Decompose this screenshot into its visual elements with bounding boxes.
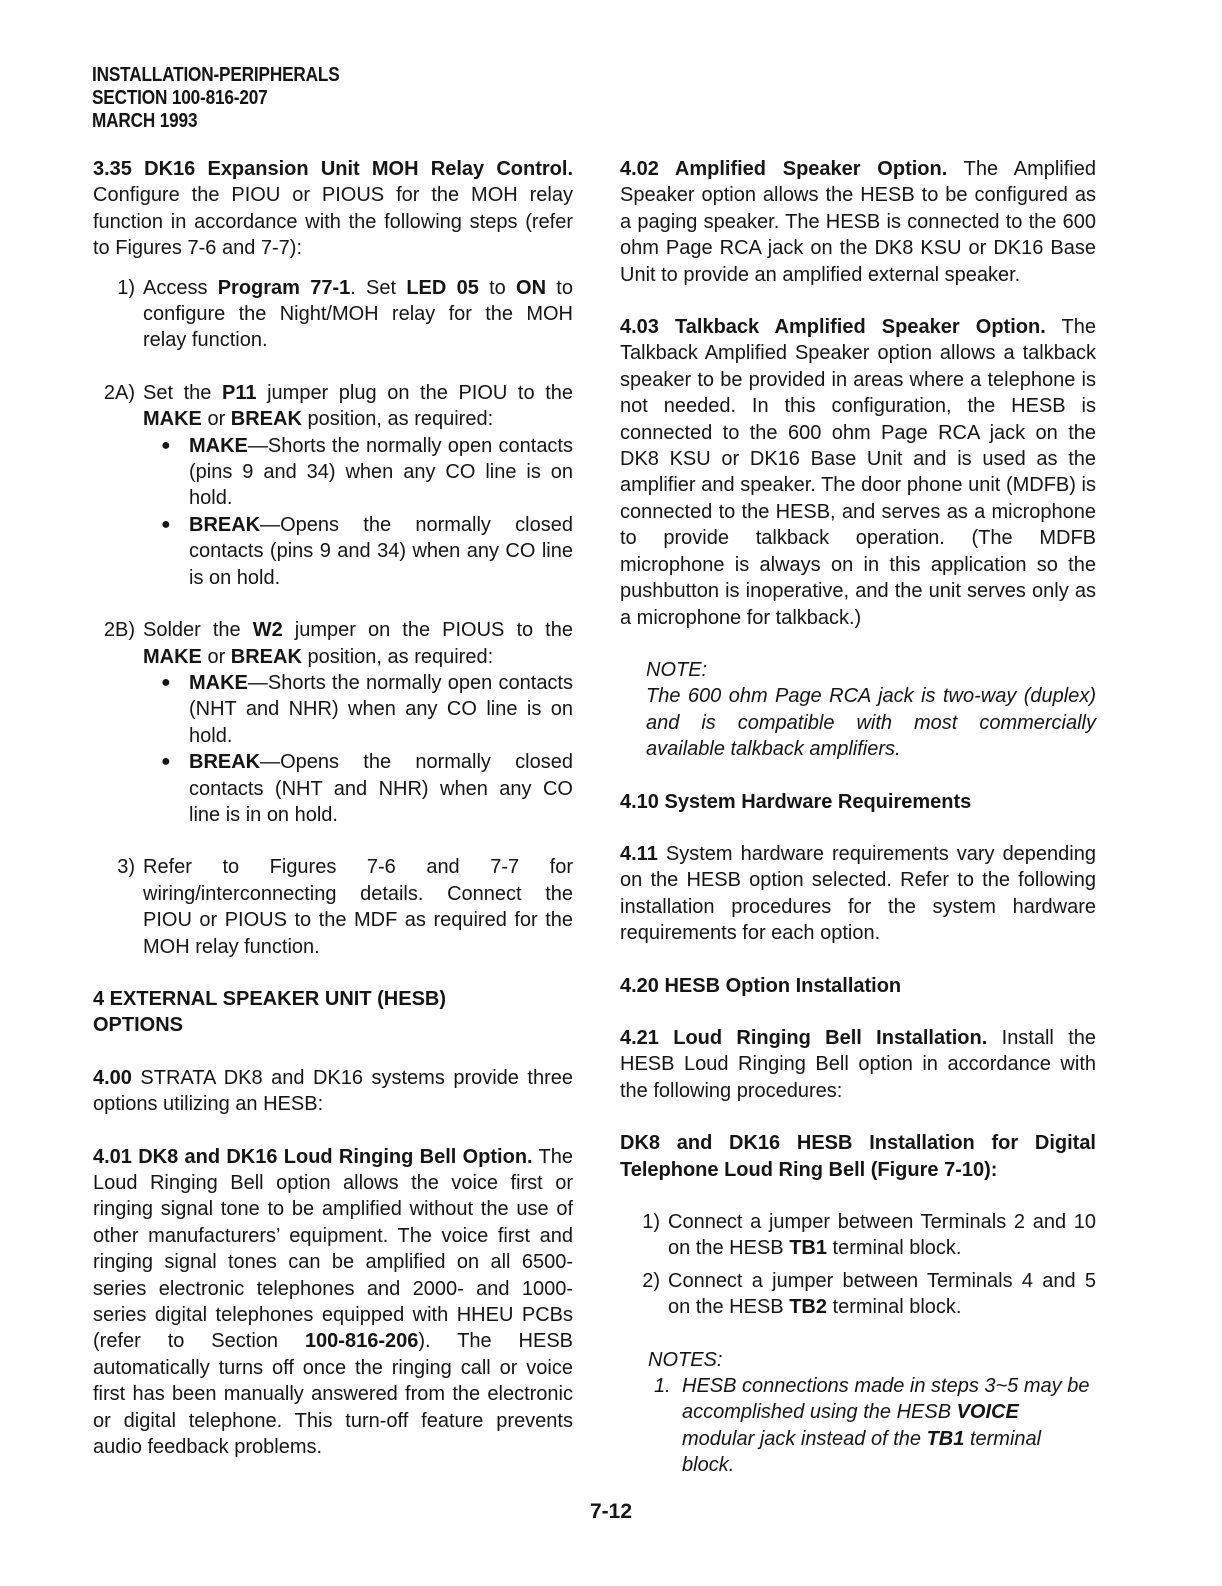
step-text: Refer to Figures 7-6 and 7-7 for wiring/interconnecting details. Connect the PIOU or PIOUS to the MDF as required for the MOH relay function.: [143, 856, 573, 958]
header-section: SECTION 100-816-207: [92, 87, 268, 109]
header-title: INSTALLATION-PERIPHERALS: [92, 64, 340, 86]
note-item: 1. HESB connections made in steps 3~5 may be accomplished using the HESB VOICE modular jack instead of the TB1 terminal block.: [654, 1375, 1090, 1477]
step-number: 1): [117, 276, 135, 299]
section-4-01-title: 4.01 DK8 and DK16 Loud Ringing Bell Option.: [93, 1145, 533, 1168]
note-label: NOTE:: [646, 658, 708, 681]
step-text: Connect a jumper between Terminals 4 and 5 on the HESB TB2 terminal block.: [668, 1269, 1096, 1319]
section-4-10-heading: 4.10 System Hardware Requirements: [620, 790, 972, 813]
install-subheading: DK8 and DK16 HESB Installation for Digital Telephone Loud Ring Bell (Figure 7-10):: [620, 1132, 1096, 1181]
section-4-heading: 4 EXTERNAL SPEAKER UNIT (HESB) OPTIONS: [93, 987, 447, 1037]
install-step-1: [620, 1209, 1096, 1262]
list-item: ● BREAK—Opens the normally closed contacts (NHT and NHR) when any CO line is in on hold.: [161, 751, 573, 826]
section-4-00: 4.00 STRATA DK8 and DK16 systems provide three options utilizing an HESB:: [93, 1066, 573, 1116]
bullet-list: [143, 670, 573, 828]
step-text: Connect a jumper between Terminals 2 and 10 on the HESB TB1 terminal block.: [668, 1211, 1096, 1260]
step-text: Access Program 77-1. Set LED 05 to ON to configure the Night/MOH relay for the MOH relay function.: [143, 276, 573, 352]
right-column: [620, 156, 1096, 1479]
section-4-03: 4.03 Talkback Amplified Speaker Option. The Talkback Amplified Speaker option allows a talkback speaker to be provided in areas where a telephone is not needed. In this configuration, the HESB is connected to the 600 ohm Page RCA jack on the DK8 KSU or DK16 Base Unit and is used as the amplifier and speaker. The door phone unit (MDFB) is connected to the HESB, and serves as a microphone to provide talkback operation. (The MDFB microphone is always on in this application so the pushbutton is inoperative, and the unit serves only as a microphone for talkback.): [620, 316, 1096, 629]
running-header: [92, 64, 340, 133]
section-4-01: 4.01 DK8 and DK16 Loud Ringing Bell Option. The Loud Ringing Bell option allows the voice first or ringing signal tone to be amplified without the use of other manufacturers’ equipment. The voice first and ringing signal tones can be amplified on all 6500-series electronic telephones and 2000- and 1000-series digital telephones equipped with HHEU PCBs (refer to Section 100-816-206). The HESB automatically turns off once the ringing call or voice first has been manually answered from the electronic or digital telephone. This turn-off feature prevents audio feedback problems.: [93, 1145, 573, 1459]
step-number: 1): [642, 1211, 660, 1233]
note-text: The 600 ohm Page RCA jack is two-way (duplex) and is compatible with most commercially available talkback amplifiers.: [646, 685, 1096, 761]
step-number: 2B): [103, 619, 135, 642]
step-2b: [93, 617, 573, 828]
section-3-35: [93, 156, 573, 262]
step-number: 3): [117, 856, 135, 879]
section-4-11: 4.11 System hardware requirements vary depending on the HESB option selected. Refer to the following installation procedures for the system hardware requirements for each option.: [620, 842, 1096, 945]
section-3-35-title: 3.35 DK16 Expansion Unit MOH Relay Control.: [93, 158, 573, 180]
step-number: 2A): [103, 381, 135, 404]
list-item: ● MAKE—Shorts the normally open contacts (pins 9 and 34) when any CO line is on hold.: [161, 434, 573, 510]
step-2a: [93, 380, 573, 591]
left-column: [93, 156, 573, 1460]
step-1: [93, 275, 573, 354]
notes-label: NOTES:: [648, 1348, 723, 1371]
note-block: [620, 657, 1096, 763]
step-number: 2): [642, 1269, 660, 1292]
section-4-20-heading: 4.20 HESB Option Installation: [620, 974, 902, 997]
section-4-02: 4.02 Amplified Speaker Option. The Amplified Speaker option allows the HESB to be configured as a paging speaker. The HESB is connected to the 600 ohm Page RCA jack on the DK8 KSU or DK16 Base Unit to provide an amplified external speaker.: [620, 158, 1097, 286]
page-number: 7-12: [589, 1500, 633, 1523]
notes-block: [620, 1347, 1096, 1479]
step-3: [93, 854, 573, 960]
list-item: ● MAKE—Shorts the normally open contacts (NHT and NHR) when any CO line is on hold.: [161, 671, 573, 747]
section-3-35-body: Configure the PIOU or PIOUS for the MOH relay function in accordance with the following steps (refer to Figures 7-6 and 7-7):: [93, 184, 573, 260]
step-text: Set the P11 jumper plug on the PIOU to the MAKE or BREAK position, as required: ● MAKE—Shorts the normally open contacts (pins 9 and 34) when any CO line is on hold. ● BREAK—Opens the normally closed contacts (pins 9 and 34) when any CO line is on hold.: [143, 380, 573, 591]
section-4-21: 4.21 Loud Ringing Bell Installation. Install the HESB Loud Ringing Bell option in accordance with the following procedures:: [620, 1026, 1097, 1102]
header-date: MARCH 1993: [92, 110, 198, 132]
step-text: Solder the W2 jumper on the PIOUS to the MAKE or BREAK position, as required: ● MAKE—Shorts the normally open contacts (NHT and NHR) when any CO line is on hold. ● BREAK—Opens the normally closed contacts (NHT and NHR) when any CO line is in on hold.: [143, 617, 573, 828]
install-step-2: [620, 1268, 1096, 1321]
bullet-list: [143, 433, 573, 591]
list-item: ● BREAK—Opens the normally closed contacts (pins 9 and 34) when any CO line is on hold.: [161, 513, 573, 589]
